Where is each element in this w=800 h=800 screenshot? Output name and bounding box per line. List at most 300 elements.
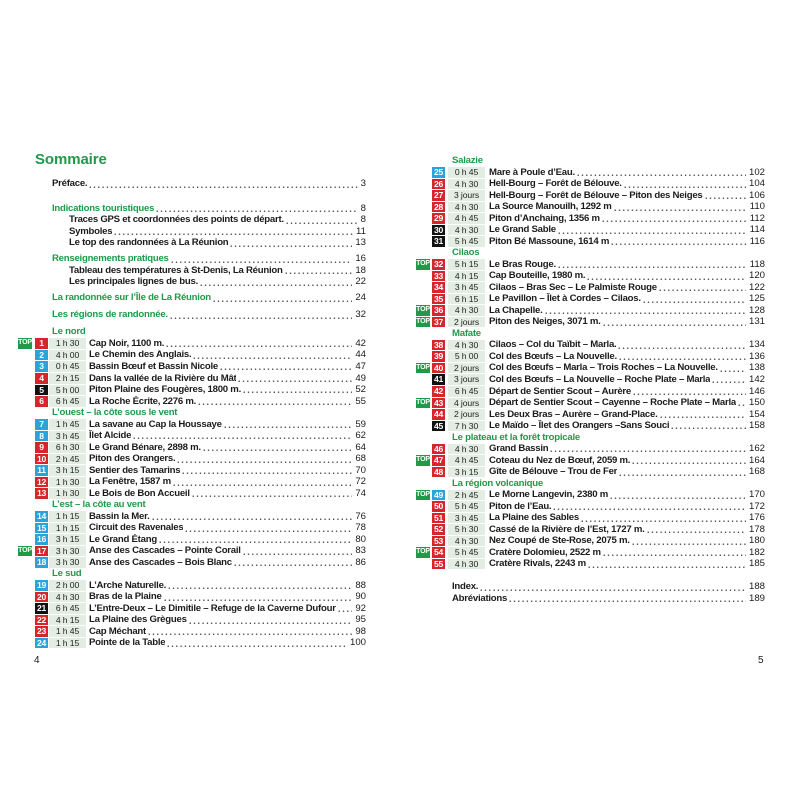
hike-entry [400, 259, 800, 271]
hike-entry [0, 442, 400, 454]
page-reference: 22 [355, 276, 366, 288]
dot-leader [587, 270, 746, 282]
hike-title: Le Grand Sable [489, 224, 556, 236]
page-reference: 86 [355, 556, 366, 568]
dot-leader [243, 545, 353, 557]
hike-number-badge: 4 [35, 373, 48, 384]
back-matter [400, 581, 800, 604]
hike-title: Anse des Cascades – Bois Blanc [89, 556, 232, 568]
hike-entry [0, 534, 400, 546]
hike-number-badge: 38 [432, 340, 445, 351]
toc-section-entry [0, 309, 400, 321]
page-reference: 24 [355, 292, 366, 304]
region-heading-text: Salazie [452, 155, 483, 167]
hike-title: Hell-Bourg – Forêt de Bélouve – Piton des Neiges [489, 189, 703, 201]
hike-duration: 1 h 30 [49, 488, 86, 499]
hike-title: Îlet Alcide [89, 430, 132, 442]
toc-line [489, 282, 765, 294]
dot-leader [602, 213, 747, 225]
hike-duration: 7 h 30 [448, 421, 485, 432]
dot-leader [577, 167, 746, 179]
hike-duration: 3 jours [448, 374, 485, 385]
dot-leader [89, 178, 357, 190]
hike-duration: 0 h 45 [448, 167, 485, 178]
dot-leader [614, 201, 747, 213]
hike-number-badge: 27 [432, 190, 445, 201]
hike-entry [0, 557, 400, 569]
page-reference: 134 [748, 339, 765, 351]
region-heading [400, 432, 800, 444]
dot-leader [558, 224, 747, 236]
top-badge: TOP [416, 490, 430, 501]
dot-leader [480, 581, 746, 593]
page-reference: 164 [748, 454, 765, 466]
toc-line [489, 362, 765, 374]
page-reference: 83 [355, 545, 366, 557]
hike-duration: 3 h 15 [448, 467, 485, 478]
dot-leader [659, 282, 746, 294]
hike-entry [0, 626, 400, 638]
hike-entry [0, 419, 400, 431]
hike-duration: 5 h 00 [49, 385, 86, 396]
hike-duration: 1 h 15 [49, 523, 86, 534]
toc-line [489, 547, 765, 559]
page-reference: 90 [355, 591, 366, 603]
hike-duration: 5 h 45 [448, 501, 485, 512]
hike-duration: 4 h 45 [448, 213, 485, 224]
hike-entry [400, 236, 800, 248]
hike-title: Sentier des Tamarins [89, 464, 181, 476]
dot-leader [618, 339, 746, 351]
hike-number-badge: 33 [432, 271, 445, 282]
hike-duration: 6 h 30 [49, 442, 86, 453]
region-heading [0, 568, 400, 580]
hike-title: Bassin la Mer. [89, 510, 150, 522]
hike-duration: 3 h 45 [448, 513, 485, 524]
page-reference: 18 [355, 264, 366, 276]
hike-entry [0, 453, 400, 465]
dot-leader [588, 558, 746, 570]
hike-duration: 4 h 30 [448, 444, 485, 455]
dot-leader [220, 361, 352, 373]
toc-line [89, 637, 366, 649]
dot-leader [738, 397, 746, 409]
hike-title: Gîte de Bélouve – Trou de Fer [489, 466, 618, 478]
hike-duration: 3 h 30 [49, 557, 86, 568]
toc-line [89, 476, 366, 488]
region-heading [400, 478, 800, 490]
toc-subentry [0, 276, 400, 288]
hike-number-badge: 44 [432, 409, 445, 420]
page-reference: 114 [749, 224, 765, 236]
hike-number-badge: 7 [35, 419, 48, 430]
region-heading-text: L’est – la côte au vent [52, 499, 146, 511]
page-reference: 146 [748, 385, 765, 397]
hike-duration: 2 jours [448, 317, 485, 328]
page-reference: 176 [748, 512, 765, 524]
dot-leader [148, 626, 352, 638]
dot-leader [164, 591, 353, 603]
dot-leader [189, 614, 353, 626]
dot-leader [647, 524, 746, 536]
dot-leader [167, 637, 347, 649]
hike-number-badge: 46 [432, 444, 445, 455]
hike-number-badge: 31 [432, 236, 445, 247]
hike-title: Le Bras Rouge. [489, 258, 556, 270]
toc-line [489, 351, 765, 363]
hike-title: Piton d’Anchaing, 1356 m [489, 212, 600, 224]
dot-leader [581, 512, 746, 524]
hike-title: Cap Bouteille, 1980 m. [489, 270, 586, 282]
toc-line [69, 226, 366, 238]
hike-title: Bassin Bœuf et Bassin Nicole [89, 360, 218, 372]
dot-leader [170, 309, 352, 321]
hike-number-badge: 5 [35, 385, 48, 396]
hike-title: Anse des Cascades – Pointe Corail [89, 545, 241, 557]
page-reference: 104 [748, 178, 765, 190]
toc-subentry [0, 226, 400, 238]
page-reference: 44 [355, 349, 366, 361]
hike-entry [0, 361, 400, 373]
hike-title: Grand Bassin [489, 443, 549, 455]
hike-entry [0, 476, 400, 488]
top-badge: TOP [416, 363, 430, 374]
toc-line [69, 214, 366, 226]
page-reference: 170 [748, 489, 765, 501]
toc-group [0, 203, 400, 249]
page-reference: 78 [355, 522, 366, 534]
page-reference: 189 [748, 592, 765, 604]
page-reference: 95 [355, 614, 366, 626]
dot-leader [660, 409, 746, 421]
hike-number-badge: 14 [35, 511, 48, 522]
hike-number-badge: 21 [35, 603, 48, 614]
dot-leader [173, 476, 352, 488]
hike-duration: 1 h 15 [49, 638, 86, 649]
page-reference: 120 [748, 270, 765, 282]
dot-leader [558, 259, 747, 271]
hike-duration: 4 h 00 [49, 350, 86, 361]
hike-number-badge: 49 [432, 490, 445, 501]
hike-title: Départ de Sentier Scout – Aurère [489, 385, 631, 397]
toc-line [69, 276, 366, 288]
hike-title: Piton de l’Eau. [489, 500, 552, 512]
toc-line [89, 522, 366, 534]
hike-number-badge: 22 [35, 615, 48, 626]
hike-duration: 4 h 30 [448, 179, 485, 190]
hike-duration: 2 h 15 [49, 373, 86, 384]
hike-entry [0, 338, 400, 350]
toc-line [489, 316, 765, 328]
hike-entry [0, 430, 400, 442]
page-reference: 185 [748, 558, 765, 570]
region-heading-text: Cilaos [452, 247, 480, 259]
toc-line [89, 534, 366, 546]
hike-title: Le Morne Langevin, 2380 m [489, 489, 609, 501]
entry-title: Index. [452, 581, 479, 593]
entry-title: La randonnée sur l’Île de La Réunion [52, 292, 211, 304]
hike-number-badge: 53 [432, 536, 445, 547]
hike-entry [400, 351, 800, 363]
hike-number-badge: 18 [35, 557, 48, 568]
hike-title: Le Maïdo – Îlet des Orangers –Sans Souci [489, 420, 670, 432]
hike-entry [400, 489, 800, 501]
region-heading-text: Mafate [452, 327, 481, 339]
hike-number-badge: 3 [35, 361, 48, 372]
hike-number-badge: 20 [35, 592, 48, 603]
dot-leader [193, 349, 352, 361]
hike-entry [400, 224, 800, 236]
hike-duration: 4 h 30 [448, 225, 485, 236]
toc-line [89, 373, 366, 385]
hike-entry [0, 614, 400, 626]
hike-number-badge: 42 [432, 386, 445, 397]
page-reference: 125 [748, 293, 765, 305]
hike-duration: 6 h 45 [448, 386, 485, 397]
hike-number-badge: 36 [432, 305, 445, 316]
hike-duration: 4 h 30 [448, 536, 485, 547]
page-reference: 158 [748, 420, 765, 432]
page-reference: 182 [748, 546, 765, 558]
region-heading-text: Le sud [52, 568, 82, 580]
hike-number-badge: 55 [432, 559, 445, 570]
hike-title: Circuit des Ravenales [89, 522, 184, 534]
hike-title: Départ de Sentier Scout – Cayenne – Roche Plate – Marla [489, 397, 736, 409]
toc-line [89, 511, 366, 523]
hike-duration: 1 h 45 [49, 419, 86, 430]
toc-line [452, 581, 765, 593]
entry-title: Tableau des températures à St-Denis, La Réunion [69, 264, 283, 276]
page-reference: 32 [355, 309, 366, 321]
page-reference: 92 [355, 602, 366, 614]
toc-line [89, 488, 366, 500]
hike-entry [400, 213, 800, 225]
toc-line [89, 349, 366, 361]
region-heading [400, 328, 800, 340]
hike-title: Le Chemin des Anglais. [89, 349, 192, 361]
dot-leader [705, 190, 746, 202]
hike-duration: 4 h 30 [448, 202, 485, 213]
hike-regions [400, 155, 800, 570]
dot-leader [224, 419, 353, 431]
toc-line [89, 338, 366, 350]
dot-leader [553, 501, 746, 513]
hike-duration: 1 h 45 [49, 626, 86, 637]
hike-duration: 5 h 45 [448, 236, 485, 247]
toc-line [52, 178, 366, 190]
toc-entry [400, 581, 800, 593]
toc-line [489, 339, 765, 351]
dot-leader [230, 237, 352, 249]
toc-line [89, 419, 366, 431]
dot-leader [166, 338, 352, 350]
toc-line [489, 236, 765, 248]
hike-number-badge: 13 [35, 488, 48, 499]
hike-duration: 6 h 15 [448, 294, 485, 305]
hike-duration: 2 h 45 [49, 454, 86, 465]
hike-title: Cilaos – Bras Sec – Le Palmiste Rouge [489, 281, 657, 293]
hike-entry [400, 316, 800, 328]
hike-title: La Plaine des Grègues [89, 614, 187, 626]
hike-title: Cilaos – Col du Taïbit – Marla. [489, 339, 617, 351]
hike-number-badge: 1 [35, 338, 48, 349]
toc-line [489, 167, 765, 179]
hike-duration: 4 h 15 [49, 615, 86, 626]
toc-line [69, 237, 366, 249]
hike-duration: 3 h 45 [49, 431, 86, 442]
hike-title: Piton des Orangers. [89, 453, 176, 465]
hike-number-badge: 51 [432, 513, 445, 524]
dot-leader [619, 466, 746, 478]
hike-entry [400, 420, 800, 432]
dot-leader [171, 253, 353, 265]
hike-duration: 5 h 30 [448, 524, 485, 535]
hike-title: Le Grand Bénare, 2898 m. [89, 441, 201, 453]
dot-leader [632, 535, 746, 547]
hike-title: La Roche Écrite, 2276 m. [89, 395, 197, 407]
hike-title: L’Entre-Deux – Le Dimitile – Refuge de la Caverne Dufour [89, 602, 336, 614]
dot-leader [545, 305, 746, 317]
hike-number-badge: 54 [432, 547, 445, 558]
hike-entry [400, 501, 800, 513]
entry-title: Abréviations [452, 592, 508, 604]
toc-group [0, 253, 400, 288]
hike-number-badge: 9 [35, 442, 48, 453]
page-number: 5 [758, 655, 764, 666]
top-badge: TOP [416, 455, 430, 466]
page-reference: 136 [748, 350, 765, 362]
dot-leader [643, 293, 746, 305]
hike-entry [0, 384, 400, 396]
hike-number-badge: 32 [432, 259, 445, 270]
hike-number-badge: 11 [35, 465, 48, 476]
page-reference: 106 [748, 189, 765, 201]
hike-entry [400, 293, 800, 305]
page-reference: 188 [748, 581, 765, 593]
hike-duration: 2 h 00 [49, 580, 86, 591]
hike-title: Le Pavillon – Îlet à Cordes – Cilaos. [489, 293, 641, 305]
hike-title: Mare à Poule d’Eau. [489, 166, 575, 178]
toc-line [52, 292, 366, 304]
hike-entry [400, 201, 800, 213]
toc-line [52, 309, 366, 321]
hike-entry [400, 374, 800, 386]
region-heading [400, 247, 800, 259]
region-heading [0, 326, 400, 338]
hike-number-badge: 23 [35, 626, 48, 637]
hike-title: Piton Plaine des Fougères, 1800 m. [89, 384, 241, 396]
dot-leader [182, 465, 352, 477]
hike-title: Coteau du Nez de Bœuf, 2059 m. [489, 454, 631, 466]
page-reference: 122 [748, 281, 765, 293]
hike-duration: 5 h 00 [448, 351, 485, 362]
page-reference: 118 [749, 258, 765, 270]
toc-line [89, 396, 366, 408]
hike-entry [0, 349, 400, 361]
dot-leader [203, 442, 352, 454]
hike-entry [400, 455, 800, 467]
entry-title: Les régions de randonnée. [52, 309, 168, 321]
entry-title: Indications touristiques [52, 202, 155, 214]
hike-duration: 3 h 15 [49, 465, 86, 476]
region-heading-text: La région volcanique [452, 477, 543, 489]
page-reference: 62 [355, 430, 366, 442]
toc-section-entry [0, 292, 400, 304]
hike-entry [400, 386, 800, 398]
hike-duration: 2 jours [448, 409, 485, 420]
hike-title: Col des Bœufs – Marla – Trois Roches – La Nouvelle. [489, 362, 718, 374]
dot-leader [632, 455, 746, 467]
hike-duration: 4 h 30 [448, 305, 485, 316]
toc-line [489, 489, 765, 501]
hike-entry [400, 558, 800, 570]
toc-line [489, 374, 765, 386]
dot-leader [234, 557, 352, 569]
hike-title: Piton Bé Massoune, 1614 m [489, 235, 610, 247]
page-reference: 13 [355, 237, 366, 249]
page-reference: 100 [349, 637, 366, 649]
page-reference: 112 [749, 212, 765, 224]
page-reference: 8 [360, 202, 366, 214]
toc-line [489, 201, 765, 213]
hike-duration: 1 h 15 [49, 511, 86, 522]
toc-line [489, 501, 765, 513]
toc-line [89, 557, 366, 569]
toc-subentry [0, 214, 400, 226]
hike-number-badge: 6 [35, 396, 48, 407]
hike-entry [0, 373, 400, 385]
hike-duration: 4 h 30 [49, 592, 86, 603]
hike-entry [400, 190, 800, 202]
hike-entry [0, 488, 400, 500]
toc-line [452, 593, 765, 605]
hike-number-badge: 48 [432, 467, 445, 478]
toc-line [489, 397, 765, 409]
toc-line [489, 293, 765, 305]
hike-entry [400, 547, 800, 559]
toc-line [489, 213, 765, 225]
hike-duration: 1 h 30 [49, 338, 86, 349]
toc-section-entry [0, 203, 400, 215]
hike-number-badge: 34 [432, 282, 445, 293]
page-reference: 80 [355, 533, 366, 545]
page-reference: 180 [748, 535, 765, 547]
toc-group [0, 178, 400, 190]
page-reference: 178 [748, 523, 765, 535]
page-reference: 3 [360, 178, 366, 190]
toc-subentry [0, 237, 400, 249]
hike-title: Le Bois de Bon Accueil [89, 487, 190, 499]
hike-entry [0, 511, 400, 523]
hike-number-badge: 41 [432, 374, 445, 385]
page-reference: 172 [748, 500, 765, 512]
toc-line [89, 580, 366, 592]
hike-title: Pointe de la Table [89, 637, 166, 649]
hike-entry [0, 591, 400, 603]
page-reference: 102 [748, 166, 765, 178]
hike-title: La Source Manouilh, 1292 m [489, 201, 612, 213]
hike-duration: 3 h 15 [49, 534, 86, 545]
hike-entry [400, 524, 800, 536]
hike-number-badge: 39 [432, 351, 445, 362]
top-badge: TOP [416, 547, 430, 558]
hike-entry [0, 522, 400, 534]
hike-title: Hell-Bourg – Forêt de Bélouve. [489, 178, 622, 190]
hike-title: La Plaine des Sables [489, 512, 579, 524]
hike-title: Col des Bœufs – La Nouvelle. [489, 350, 617, 362]
hike-entry [400, 178, 800, 190]
hike-title: Piton des Neiges, 3071 m. [489, 316, 601, 328]
